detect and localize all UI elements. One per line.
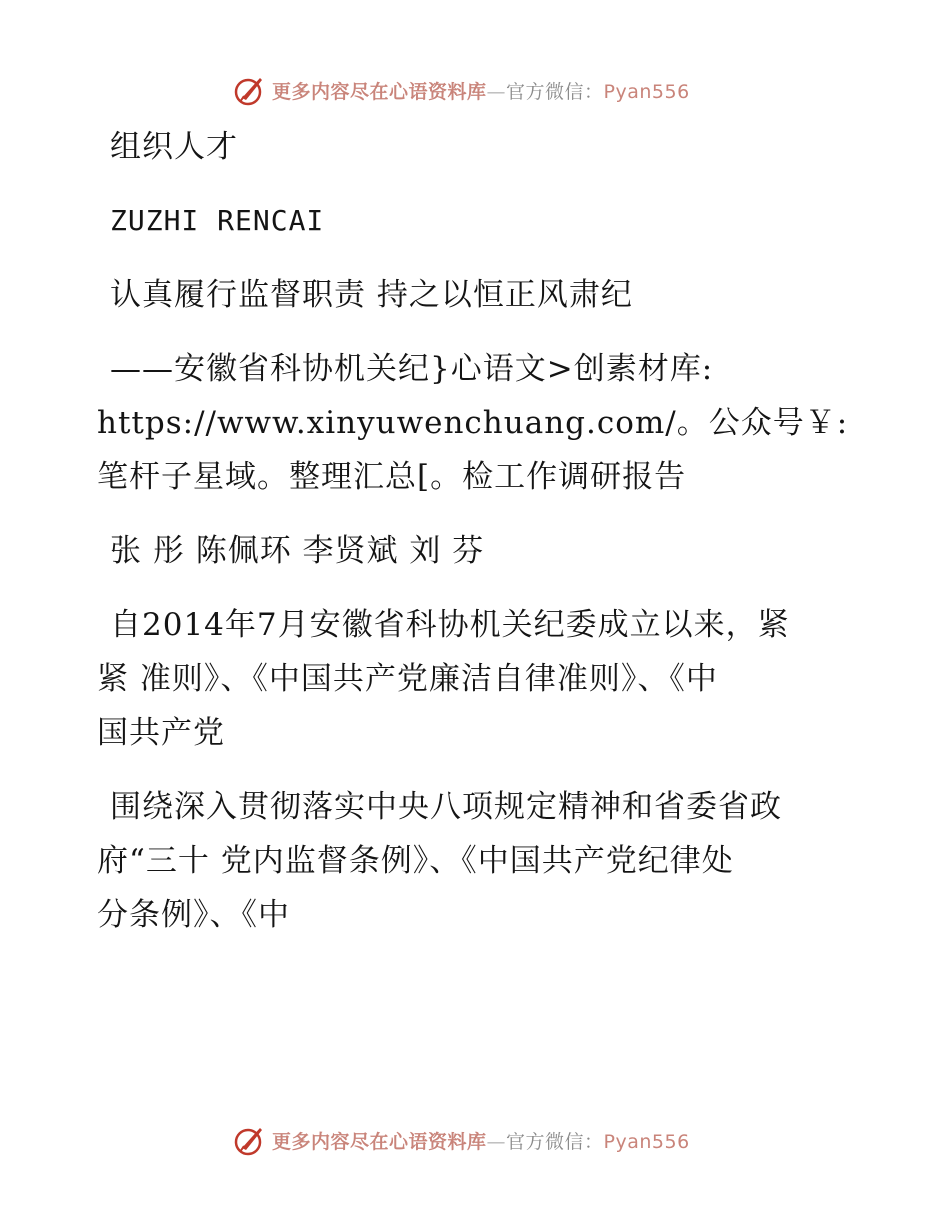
paragraph-line: 围绕深入贯彻落实中央八项规定精神和省委省政 [110,789,782,825]
authors: 张 彤 陈佩环 李贤斌 刘 芬 [110,533,485,569]
watermark-dash: — [486,80,507,103]
paragraph-line: 府“三十 党内监督条例》、《中国共产党纪律处 [97,843,734,879]
quill-logo-icon [232,72,268,108]
watermark-id: Pyan556 [603,80,690,103]
watermark-id: Pyan556 [603,1130,690,1153]
column-title: 组织人才 [110,129,238,165]
watermark-footer [232,1120,690,1160]
subtitle-line: ——安徽省科协机关纪}心语文>创素材库: [110,351,714,387]
paragraph-line: 国共产党 [97,715,225,751]
subtitle-line: 笔杆子星域。整理汇总[。检工作调研报告 [97,459,687,495]
watermark-dash: — [486,1130,507,1153]
headline: 认真履行监督职责 持之以恒正风肃纪 [110,277,633,313]
watermark-header [232,70,690,110]
paragraph-line: 自2014年7月安徽省科协机关纪委成立以来，紧 [110,607,790,643]
watermark-site: 更多内容尽在心语资料库 [272,1130,487,1153]
document-body [97,120,857,962]
watermark-text [272,1127,690,1154]
paragraph-1 [97,598,857,760]
watermark-site: 更多内容尽在心语资料库 [272,80,487,103]
subtitle [97,342,857,504]
paragraph-2 [97,780,857,942]
watermark-text [272,77,690,104]
quill-logo-icon [232,1122,268,1158]
subtitle-line: https://www.xinyuwenchuang.com/。公众号￥: [97,405,849,441]
watermark-label: 官方微信： [506,1130,604,1153]
paragraph-line: 紧 准则》、《中国共产党廉洁自律准则》、《中 [97,661,718,697]
column-pinyin: ZUZHI RENCAI [110,204,325,237]
paragraph-line: 分条例》、《中 [97,897,290,933]
watermark-label: 官方微信： [506,80,604,103]
